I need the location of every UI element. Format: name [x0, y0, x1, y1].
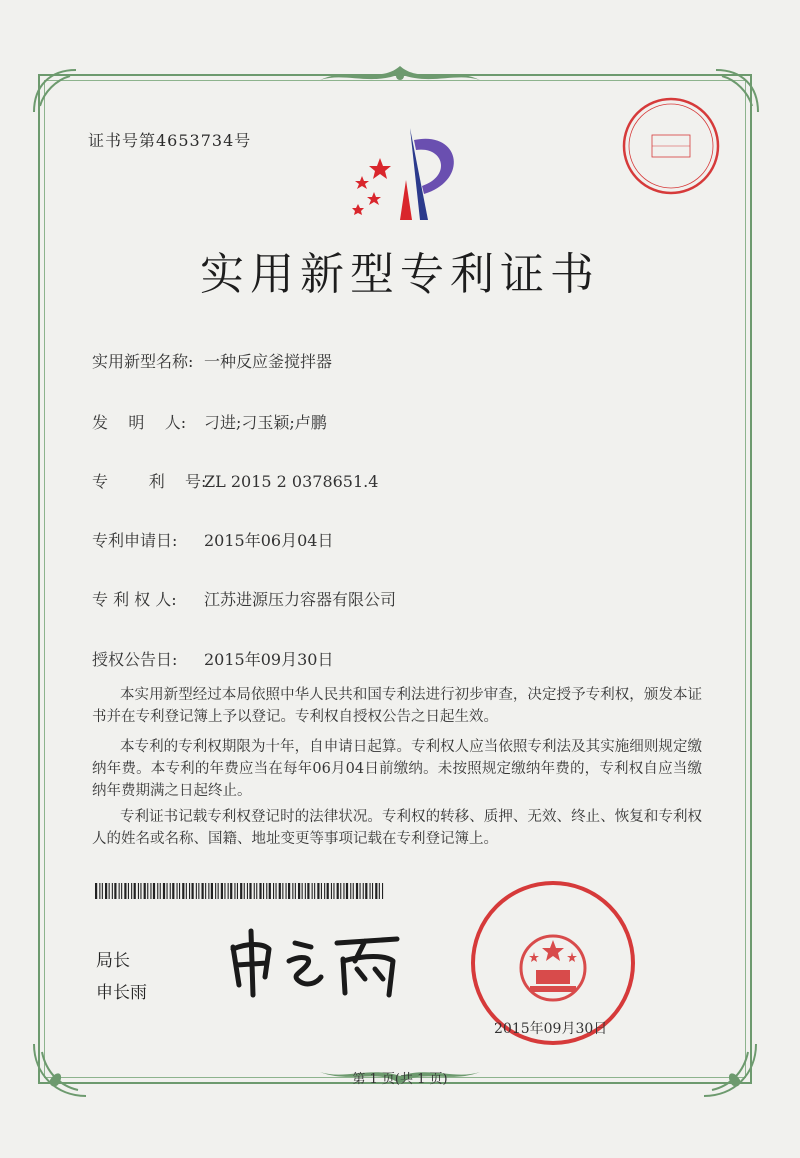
field-inventor — [92, 410, 327, 433]
seal-date: 2015年09月30日 — [494, 1021, 608, 1037]
field-value: 2015年06月04日 — [204, 531, 334, 550]
corner-ornament-top-left — [30, 66, 80, 116]
cnipa-logo-icon — [340, 120, 470, 230]
field-filing-date — [92, 528, 333, 551]
director-signature — [225, 925, 405, 1000]
page-footer: 第 1 页(共 1 页) — [352, 1072, 448, 1087]
field-label: 专利申请日: — [92, 531, 178, 550]
field-label: 发 明 人: — [92, 413, 187, 432]
field-label: 授权公告日: — [92, 650, 178, 669]
certificate-number: 证书号第4653734号 — [88, 131, 252, 150]
paragraph-2: 本专利的专利权期限为十年，自申请日起算。专利权人应当依照专利法及其实施细则规定缴纳年费。本专利的年费应当在每年06月04日前缴纳。未按照规定缴纳年费的，专利权自应当缴纳年费期满之日起终止。 — [92, 739, 702, 799]
field-label: 实用新型名称: — [92, 352, 194, 371]
director-name: 申长雨 — [96, 983, 147, 1003]
field-label: 专 利 权 人: — [92, 590, 177, 609]
field-label: 专 利 号: — [92, 472, 207, 491]
field-value: ZL 2015 2 0378651.4 — [204, 472, 379, 491]
field-value: 刁进;刁玉颖;卢鹏 — [204, 413, 327, 432]
top-ornament — [300, 62, 500, 90]
barcode — [95, 883, 385, 899]
paragraph-3: 专利证书记载专利权登记时的法律状况。专利权的转移、质押、无效、终止、恢复和专利权人的姓名或名称、国籍、地址变更等事项记载在专利登记簿上。 — [92, 809, 702, 847]
field-value: 江苏进源压力容器有限公司 — [204, 590, 397, 609]
paragraph-1: 本实用新型经过本局依照中华人民共和国专利法进行初步审查，决定授予专利权，颁发本证书并在专利登记簿上予以登记。专利权自授权公告之日起生效。 — [92, 687, 702, 725]
certificate-title: 实用新型专利证书 — [200, 249, 600, 300]
field-grant-date — [92, 647, 333, 670]
field-value: 2015年09月30日 — [204, 650, 334, 669]
field-patent-number — [92, 469, 378, 492]
field-value: 一种反应釜搅拌器 — [204, 352, 333, 371]
field-patentee — [92, 587, 396, 610]
director-title: 局长 — [96, 951, 130, 971]
tax-stamp-seal — [620, 95, 722, 197]
field-utility-model-name — [92, 349, 332, 372]
